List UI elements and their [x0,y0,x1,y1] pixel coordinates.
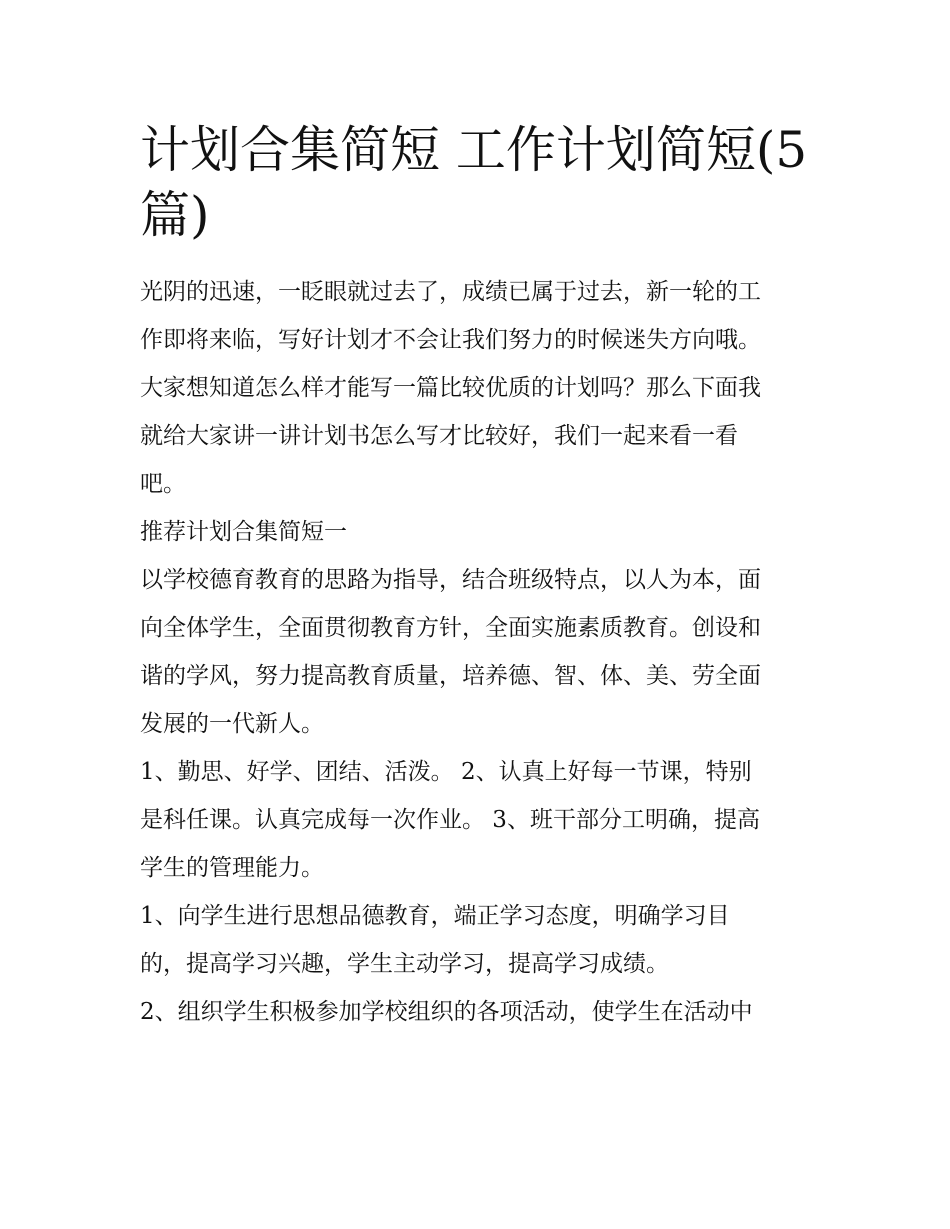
text-line: 学生的管理能力。 [140,855,324,881]
body-paragraph-2 [140,748,812,892]
text-line: 1、勤思、好学、团结、活泼。 2、认真上好每一节课，特别 [140,759,752,785]
text-line: 光阴的迅速，一眨眼就过去了，成绩已属于过去，新一轮的工 [140,279,761,305]
document-content [140,118,812,1036]
text-line: 发展的一代新人。 [140,711,324,737]
text-line: 2、组织学生积极参加学校组织的各项活动，使学生在活动中 [140,999,753,1025]
body-paragraph-1 [140,556,812,748]
section-heading: 推荐计划合集简短一 [140,519,347,545]
intro-paragraph [140,268,812,508]
text-line: 1、向学生进行思想品德教育，端正学习态度，明确学习目 [140,903,730,929]
text-line: 作即将来临，写好计划才不会让我们努力的时候迷失方向哦。 [140,327,761,353]
text-line: 是科任课。认真完成每一次作业。 3、班干部分工明确，提高 [140,807,760,833]
text-line: 吧。 [140,471,186,497]
body-paragraph-4 [140,988,812,1036]
text-line: 以学校德育教育的思路为指导，结合班级特点，以人为本，面 [140,567,761,593]
text-line: 就给大家讲一讲计划书怎么写才比较好，我们一起来看一看 [140,423,738,449]
title-line: 计划合集简短 工作计划简短(5 [140,121,808,179]
text-line: 的，提高学习兴趣，学生主动学习，提高学习成绩。 [140,951,669,977]
body-paragraph-3 [140,892,812,988]
document-title [140,118,812,248]
title-line: 篇) [140,186,210,244]
text-line: 大家想知道怎么样才能写一篇比较优质的计划吗？那么下面我 [140,375,761,401]
text-line: 向全体学生，全面贯彻教育方针，全面实施素质教育。创设和 [140,615,761,641]
text-line: 谐的学风，努力提高教育质量，培养德、智、体、美、劳全面 [140,663,761,689]
